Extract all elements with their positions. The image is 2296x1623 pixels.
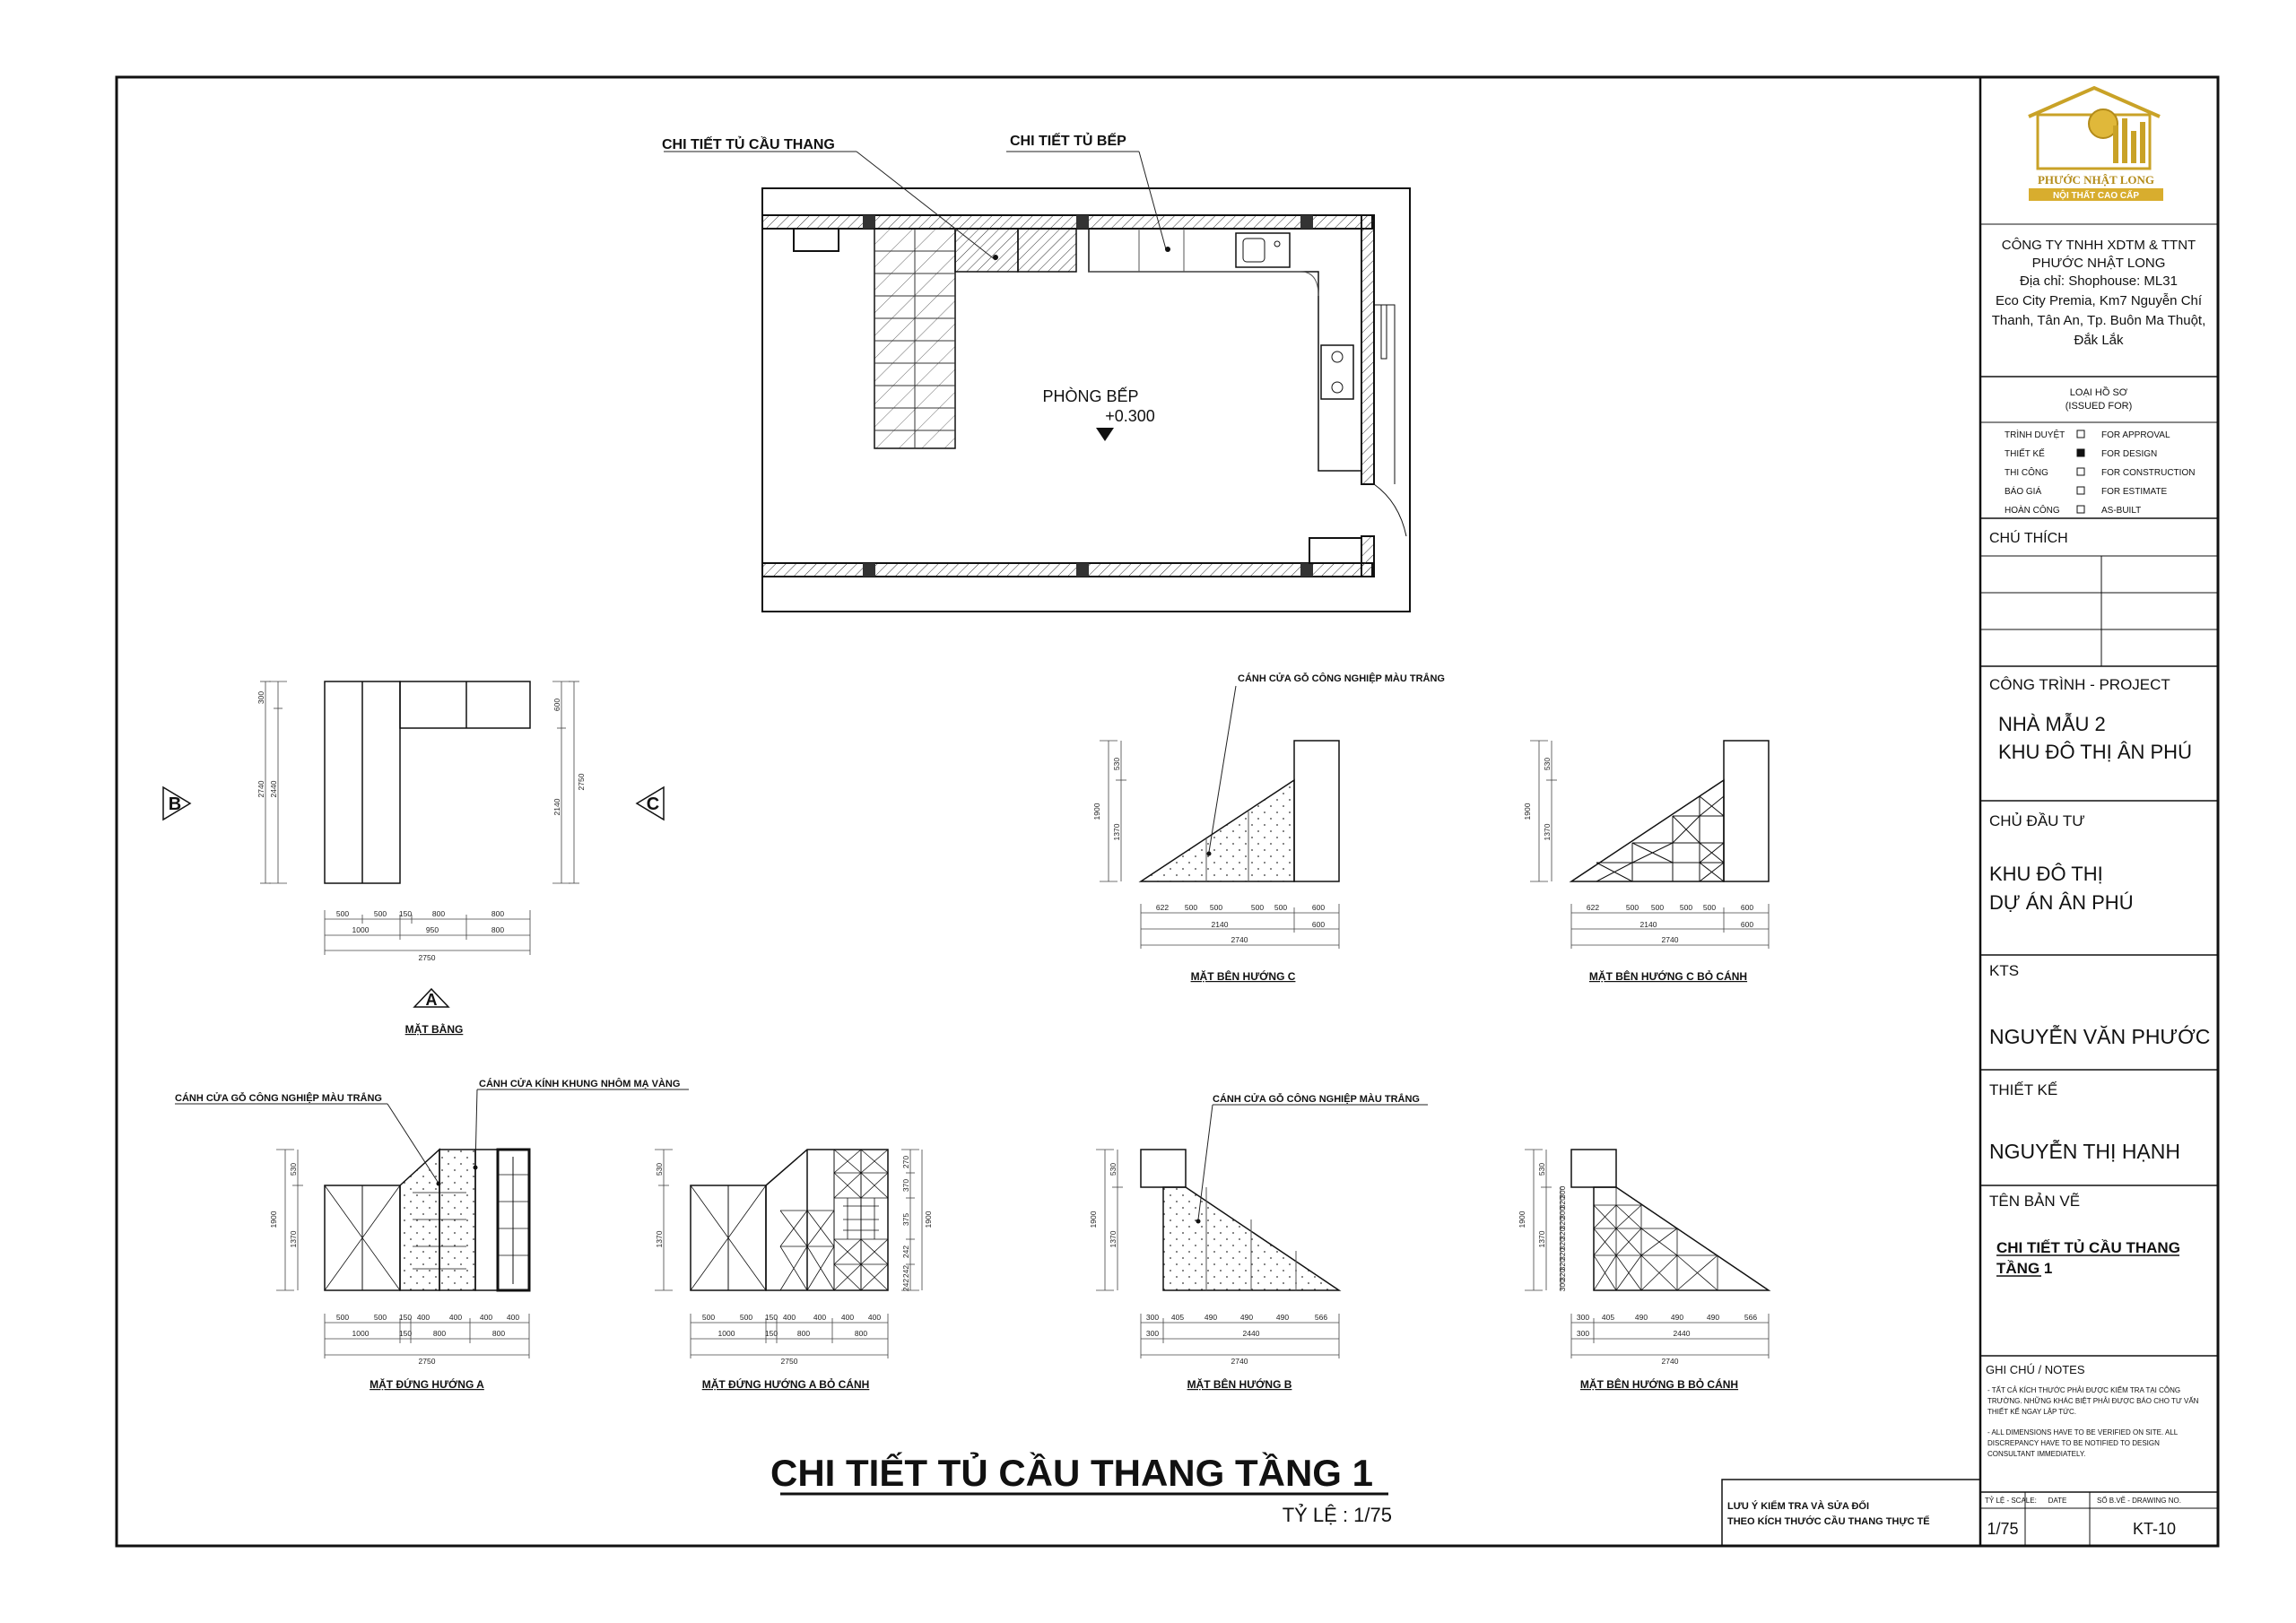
front-a-open-title: MẶT ĐỨNG HƯỚNG A BỎ CÁNH <box>701 1378 870 1391</box>
side-b-dim-b1-4: 490 <box>1239 1313 1254 1322</box>
side-b-open-dim-b2-2: 2440 <box>1673 1329 1691 1338</box>
legend-label: CHÚ THÍCH <box>1989 531 2068 546</box>
front-a-dim-b1-7: 400 <box>506 1313 520 1322</box>
plan-dim-b1-1: 500 <box>335 909 350 918</box>
checkbox-checked <box>2077 449 2084 456</box>
side-b-open-dim-left-2: 1370 <box>1537 1230 1546 1248</box>
plan-dim-right-1: 600 <box>552 698 561 712</box>
issued-row-vn: THIẾT KẾ <box>2005 449 2045 459</box>
side-b-open-dim-b1-3: 490 <box>1634 1313 1648 1322</box>
side-b-open-dim-b2-1: 300 <box>1576 1329 1590 1338</box>
drawing-name-1: CHI TIẾT TỦ CẦU THANG <box>1996 1239 2180 1256</box>
front-a-open-dim-b1-7: 400 <box>867 1313 882 1322</box>
side-c-dim-total: 2740 <box>1231 935 1248 944</box>
side-c-dim-left-1: 530 <box>1112 757 1121 771</box>
plan-dim-b1-5: 800 <box>491 909 505 918</box>
side-b-dim-b1-3: 490 <box>1204 1313 1218 1322</box>
drawing-name-label: TÊN BẢN VẼ <box>1989 1193 2081 1210</box>
side-c-dim-b2-1: 2140 <box>1211 920 1229 929</box>
side-b-open-title: MẶT BÊN HƯỚNG B BỎ CÁNH <box>1579 1378 1739 1391</box>
side-b-title: MẶT BÊN HƯỚNG B <box>1187 1378 1292 1391</box>
plan-dim-b1-2: 500 <box>373 909 387 918</box>
front-a-open-dim-b1-6: 400 <box>840 1313 855 1322</box>
front-a-open-dim-b1-2: 500 <box>739 1313 753 1322</box>
front-a-open-dim-b1-5: 400 <box>813 1313 827 1322</box>
logo-tagline: NỘI THẤT CAO CẤP <box>2052 191 2140 201</box>
front-a-open-dim-b1-1: 500 <box>701 1313 716 1322</box>
front-a-title: MẶT ĐỨNG HƯỚNG A <box>370 1378 484 1391</box>
issued-for-label: LOẠI HỒ SƠ <box>2069 387 2128 398</box>
front-a-open-dim-total: 2750 <box>780 1357 798 1366</box>
front-a-open-dim-b2-2: 150 <box>764 1329 778 1338</box>
checkbox-unchecked <box>2077 468 2084 475</box>
project-name-2: KHU ĐÔ THỊ ÂN PHÚ <box>1998 741 2192 763</box>
company-address-2: Eco City Premia, Km7 Nguyễn Chí <box>1995 293 2203 308</box>
owner-name-2: DỰ ÁN ÂN PHÚ <box>1989 891 2134 914</box>
room-level: +0.300 <box>1105 407 1155 425</box>
plan-dim-left-2: 2440 <box>269 780 278 798</box>
front-a-open-dim-right-2: 370 <box>901 1178 910 1193</box>
issued-row-vn: THI CÔNG <box>2005 468 2048 478</box>
front-a-dim-total: 2750 <box>418 1357 436 1366</box>
side-c-open-dim-b1-2: 500 <box>1625 903 1639 912</box>
front-a-dim-b1-4: 400 <box>416 1313 430 1322</box>
issued-row-en: FOR DESIGN <box>2101 449 2158 459</box>
front-a-dim-b1-3: 150 <box>398 1313 413 1322</box>
plan-dim-b1-4: 800 <box>431 909 446 918</box>
side-b-open-inner-dim: 300 <box>1558 1279 1567 1292</box>
company-address-1: Địa chỉ: Shophouse: ML31 <box>2020 273 2178 289</box>
side-c-dim-b1-3: 500 <box>1209 903 1223 912</box>
designer-label: THIẾT KẾ <box>1989 1081 2058 1098</box>
scale-value: 1/75 <box>1987 1520 2019 1538</box>
marker-c: C <box>646 794 660 814</box>
side-b-dim-b1-6: 566 <box>1314 1313 1328 1322</box>
front-a-dim-b1-6: 400 <box>479 1313 493 1322</box>
issued-row-vn: TRÌNH DUYỆT <box>2005 430 2066 440</box>
callout-stair-cabinet: CHI TIẾT TỦ CẦU THANG <box>662 137 835 152</box>
front-a-open-dim-right-3: 375 <box>901 1212 910 1227</box>
architect-name: NGUYỄN VĂN PHƯỚC <box>1989 1025 2211 1048</box>
side-b-open-inner-dim: 300 <box>1558 1206 1567 1219</box>
side-b-open-inner-dim: 320 <box>1558 1217 1567 1230</box>
side-b-shapes <box>1141 1150 1339 1290</box>
note-1b: TRƯỜNG. NHỮNG KHÁC BIỆT PHẢI ĐƯỢC BÁO CHO TƯ VẤN <box>1987 1397 2199 1405</box>
front-a-open-dim-b1-4: 400 <box>782 1313 796 1322</box>
front-a-note-wood: CÁNH CỬA GỖ CÔNG NGHIỆP MÀU TRẮNG <box>175 1093 382 1104</box>
drawing-name-2: TẦNG 1 <box>1996 1260 2053 1277</box>
checkbox-unchecked <box>2077 506 2084 513</box>
scale-header: TỶ LỆ - SCALE: <box>1985 1497 2037 1505</box>
front-a-dim-b2-1: 1000 <box>352 1329 370 1338</box>
side-b-open-dim-left-3: 1900 <box>1518 1211 1526 1228</box>
side-b-dim-total: 2740 <box>1231 1357 1248 1366</box>
owner-label: CHỦ ĐẦU TƯ <box>1989 812 2085 829</box>
side-c-open-dim-b1-5: 500 <box>1702 903 1717 912</box>
side-b-open-dim-b1-6: 566 <box>1744 1313 1758 1322</box>
checkbox-unchecked <box>2077 487 2084 494</box>
side-c-open-dim-total: 2740 <box>1661 935 1679 944</box>
scale-label: TỶ LỆ : 1/75 <box>1282 1504 1392 1526</box>
company-logo <box>2029 88 2163 201</box>
front-a-dim-left-1: 530 <box>289 1162 298 1176</box>
side-b-dim-b2-1: 300 <box>1145 1329 1160 1338</box>
side-b-dim-b1-2: 405 <box>1170 1313 1185 1322</box>
side-b-open-shapes <box>1571 1150 1769 1290</box>
side-b-open-inner-dim: 300 <box>1558 1185 1567 1199</box>
date-header: DATE <box>2048 1497 2067 1505</box>
front-a-open-dim-left-1: 530 <box>655 1162 664 1176</box>
plan-dim-left-3: 2740 <box>257 780 265 798</box>
side-c-open-dim-b1-1: 622 <box>1586 903 1600 912</box>
logo-name: PHƯỚC NHẬT LONG <box>2037 173 2155 187</box>
front-a-open-dimension-lines <box>655 1150 922 1358</box>
side-c-shapes <box>1141 741 1339 881</box>
side-b-open-inner-dim: 320 <box>1558 1268 1567 1281</box>
side-b-dim-b1-1: 300 <box>1145 1313 1160 1322</box>
side-c-open-dim-left-3: 1900 <box>1523 803 1532 820</box>
plan-dim-b2-1: 1000 <box>352 925 370 934</box>
side-b-open-dim-b1-5: 490 <box>1706 1313 1720 1322</box>
front-a-note-glass: CÁNH CỬA KÍNH KHUNG NHÔM MẠ VÀNG <box>479 1079 681 1089</box>
issued-row-en: FOR ESTIMATE <box>2101 487 2168 497</box>
side-c-dim-left-3: 1900 <box>1092 803 1101 820</box>
check-note-line-1: LƯU Ý KIỂM TRA VÀ SỬA ĐỔI <box>1727 1501 1869 1512</box>
front-a-dim-b2-3: 800 <box>432 1329 447 1338</box>
owner-name-1: KHU ĐÔ THỊ <box>1989 863 2103 885</box>
side-b-open-inner-dim: 320 <box>1558 1258 1567 1271</box>
side-c-dim-b1-5: 500 <box>1274 903 1288 912</box>
side-c-open-dimension-lines <box>1530 741 1769 949</box>
note-2c: CONSULTANT IMMEDIATELY. <box>1987 1450 2086 1458</box>
company-address-3: Thanh, Tân An, Tp. Buôn Ma Thuột, <box>1991 313 2206 328</box>
issued-for-label-en: (ISSUED FOR) <box>2065 401 2133 412</box>
drawing-number-value: KT-10 <box>2132 1520 2177 1538</box>
side-c-open-dim-b1-3: 500 <box>1650 903 1665 912</box>
side-c-dim-b1-2: 500 <box>1184 903 1198 912</box>
side-b-open-dim-b1-1: 300 <box>1576 1313 1590 1322</box>
side-c-dim-b1-1: 622 <box>1155 903 1170 912</box>
plan-dim-right-3: 2750 <box>577 773 586 791</box>
front-a-open-shapes <box>691 1150 888 1290</box>
front-a-open-dim-b2-4: 800 <box>854 1329 868 1338</box>
designer-name: NGUYỄN THỊ HẠNH <box>1989 1140 2180 1163</box>
plan-view-title: MẶT BẰNG <box>404 1023 464 1036</box>
side-c-note: CÁNH CỬA GỖ CÔNG NGHIỆP MÀU TRẮNG <box>1238 673 1445 684</box>
side-b-open-dim-b1-2: 405 <box>1601 1313 1615 1322</box>
checkbox-unchecked <box>2077 430 2084 438</box>
main-title: CHI TIẾT TỦ CẦU THANG TẦNG 1 <box>770 1452 1373 1494</box>
front-a-open-dim-b2-1: 1000 <box>718 1329 735 1338</box>
issued-row-vn: BÁO GIÁ <box>2005 487 2042 497</box>
side-c-dim-b1-4: 500 <box>1250 903 1265 912</box>
side-b-dim-left-3: 1900 <box>1089 1211 1098 1228</box>
front-a-dim-b1-5: 400 <box>448 1313 463 1322</box>
side-c-open-dim-b1-6: 600 <box>1740 903 1754 912</box>
side-c-open-dim-left-1: 530 <box>1543 757 1552 771</box>
drawing-number-header: SỐ B.VẼ - DRAWING NO. <box>2097 1497 2181 1505</box>
plan-dim-b1-3: 150 <box>398 909 413 918</box>
sheet-border <box>117 77 2218 1546</box>
plan-dimension-lines <box>260 681 579 955</box>
check-note-line-2: THEO KÍCH THƯỚC CẦU THANG THỰC TẾ <box>1727 1516 1930 1527</box>
front-a-dim-left-2: 1370 <box>289 1230 298 1248</box>
side-b-open-inner-dim: 320 <box>1558 1237 1567 1251</box>
front-a-open-dim-right-1: 270 <box>901 1155 910 1169</box>
check-note-box <box>1722 1480 1980 1546</box>
side-c-open-title: MẶT BÊN HƯỚNG C BỎ CÁNH <box>1588 970 1748 983</box>
front-a-dim-b2-2: 150 <box>398 1329 413 1338</box>
company-name-1: CÔNG TY TNHH XDTM & TTNT <box>2001 238 2196 253</box>
plan-dim-total: 2750 <box>418 953 436 962</box>
note-1c: THIẾT KẾ NGAY LẬP TỨC. <box>1987 1408 2077 1416</box>
front-a-open-dim-right-5: 242 <box>901 1264 910 1279</box>
front-a-open-dim-right-6: 242 <box>901 1278 910 1292</box>
side-b-dim-left-2: 1370 <box>1109 1230 1118 1248</box>
note-2a: - ALL DIMENSIONS HAVE TO BE VERIFIED ON SITE. ALL <box>1987 1428 2179 1436</box>
side-b-dim-b2-2: 2440 <box>1242 1329 1260 1338</box>
marker-b: B <box>168 794 182 814</box>
side-c-open-dim-left-2: 1370 <box>1543 823 1552 841</box>
front-a-shapes <box>325 1150 529 1290</box>
side-b-note: CÁNH CỬA GỖ CÔNG NGHIỆP MÀU TRẮNG <box>1213 1094 1420 1105</box>
side-b-dim-left-1: 530 <box>1109 1162 1118 1176</box>
issued-row-en: AS-BUILT <box>2101 506 2142 516</box>
side-b-open-inner-dim: 320 <box>1558 1196 1567 1210</box>
architect-label: KTS <box>1989 962 2020 979</box>
company-address-4: Đắk Lắk <box>2074 333 2124 348</box>
note-2b: DISCREPANCY HAVE TO BE NOTIFIED TO DESIGN <box>1987 1439 2160 1447</box>
marker-a: A <box>425 991 438 1009</box>
front-a-open-dim-left-2: 1370 <box>655 1230 664 1248</box>
titleblock <box>1980 88 2218 1546</box>
plan-view-shapes <box>325 681 530 883</box>
front-a-open-dim-right-7: 1900 <box>924 1211 933 1228</box>
callout-kitchen-cabinet: CHI TIẾT TỦ BẾP <box>1010 134 1126 149</box>
side-c-title: MẶT BÊN HƯỚNG C <box>1190 970 1296 983</box>
issued-for-rows <box>2005 429 2195 516</box>
project-label: CÔNG TRÌNH - PROJECT <box>1989 676 2170 693</box>
side-b-open-dim-b1-4: 490 <box>1670 1313 1684 1322</box>
front-a-open-dim-right-4: 242 <box>901 1245 910 1259</box>
front-a-dim-b1-1: 500 <box>335 1313 350 1322</box>
note-1a: - TẤT CẢ KÍCH THƯỚC PHẢI ĐƯỢC KIỂM TRA TẠI CÔNG <box>1987 1386 2181 1394</box>
front-a-open-dim-b2-3: 800 <box>796 1329 811 1338</box>
side-b-note-leader <box>1198 1105 1428 1219</box>
issued-row-vn: HOÀN CÔNG <box>2005 506 2060 516</box>
side-c-open-dim-b1-4: 500 <box>1679 903 1693 912</box>
front-a-dim-b1-2: 500 <box>373 1313 387 1322</box>
issued-row-en: FOR APPROVAL <box>2101 430 2170 440</box>
issued-row-en: FOR CONSTRUCTION <box>2101 468 2196 478</box>
company-name-2: PHƯỚC NHẬT LONG <box>2031 256 2166 271</box>
side-c-dim-b1-6: 600 <box>1311 903 1326 912</box>
side-c-open-dim-b2-2: 600 <box>1740 920 1754 929</box>
plan-dim-left-1: 300 <box>257 690 265 705</box>
side-c-open-shapes <box>1571 741 1769 881</box>
side-b-open-inner-dim: 320 <box>1558 1227 1567 1240</box>
side-b-open-inner-dim: 320 <box>1558 1247 1567 1261</box>
side-c-dim-b2-2: 600 <box>1311 920 1326 929</box>
room-name: PHÒNG BẾP <box>1042 387 1139 405</box>
plan-dim-b2-3: 800 <box>491 925 505 934</box>
side-b-open-dim-left-1: 530 <box>1537 1162 1546 1176</box>
front-a-dim-b2-4: 800 <box>491 1329 506 1338</box>
plan-dim-right-2: 2140 <box>552 798 561 816</box>
side-c-open-dim-b2-1: 2140 <box>1639 920 1657 929</box>
side-c-dim-left-2: 1370 <box>1112 823 1121 841</box>
side-b-open-inner-dims <box>1558 1185 1567 1291</box>
plan-dim-b2-2: 950 <box>425 925 439 934</box>
notes-label: GHI CHÚ / NOTES <box>1986 1363 2085 1376</box>
side-b-dim-b1-5: 490 <box>1275 1313 1290 1322</box>
front-a-dim-left-3: 1900 <box>269 1211 278 1228</box>
front-a-open-dim-b1-3: 150 <box>764 1313 778 1322</box>
side-b-open-dim-total: 2740 <box>1661 1357 1679 1366</box>
project-name-1: NHÀ MẪU 2 <box>1998 713 2106 735</box>
